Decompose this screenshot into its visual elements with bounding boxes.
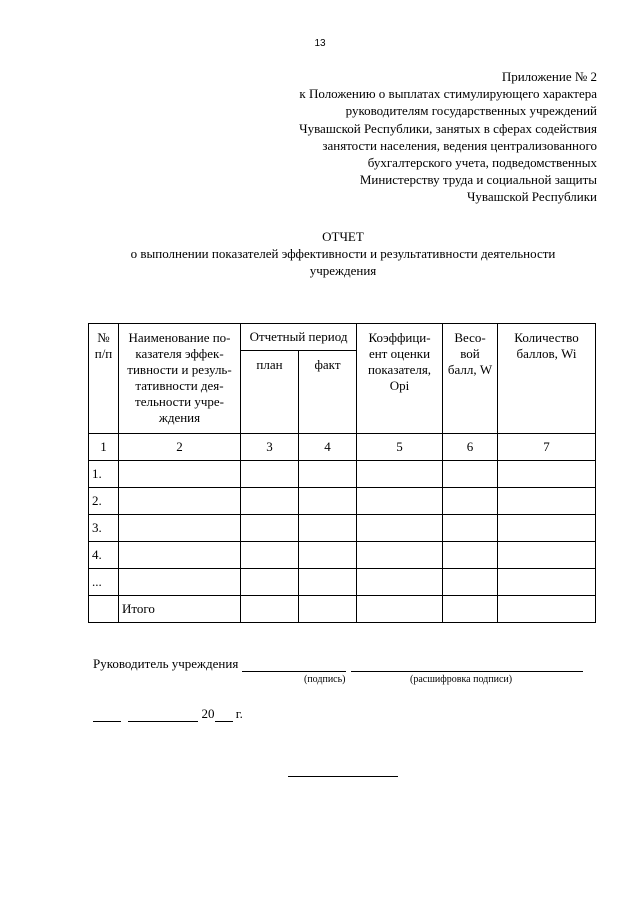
table-cell[interactable] (299, 542, 357, 569)
appendix-line: Министерству труда и социальной защиты (359, 172, 597, 188)
header-weight: Весо- вой балл, W (443, 324, 498, 434)
footer-rule (288, 776, 398, 777)
table-row (89, 542, 596, 569)
column-number: 6 (443, 434, 498, 461)
table-row (89, 515, 596, 542)
table-cell[interactable] (241, 515, 299, 542)
date-year-field[interactable] (215, 709, 233, 722)
table-cell[interactable] (498, 596, 596, 623)
header-plan: план (241, 351, 299, 434)
header-score: Количество баллов, Wi (498, 324, 596, 434)
column-number: 3 (241, 434, 299, 461)
table-cell[interactable] (241, 569, 299, 596)
table-cell[interactable] (299, 596, 357, 623)
table-cell[interactable] (119, 542, 241, 569)
table-cell[interactable] (498, 542, 596, 569)
date-month-field[interactable] (128, 709, 198, 722)
table-cell[interactable] (498, 515, 596, 542)
signature-field[interactable] (242, 659, 346, 672)
date-line (93, 706, 243, 722)
table-cell[interactable] (498, 569, 596, 596)
header-reporting-period: Отчетный период (241, 324, 357, 351)
table-cell[interactable] (241, 461, 299, 488)
report-subtitle: о выполнении показателей эффективности и результативности деятельности (130, 246, 556, 261)
signature-decoding-caption: (расшифровка подписи) (410, 674, 513, 685)
column-number: 1 (89, 434, 119, 461)
table-cell[interactable] (119, 488, 241, 515)
appendix-block (237, 68, 597, 206)
column-number: 5 (357, 434, 443, 461)
table-cell[interactable] (498, 461, 596, 488)
row-number: 2. (89, 488, 119, 515)
table-cell[interactable] (119, 461, 241, 488)
table-cell[interactable] (443, 569, 498, 596)
column-number: 7 (498, 434, 596, 461)
report-subtitle-cont: учреждения (309, 263, 377, 278)
report-table (88, 323, 596, 623)
column-number: 4 (299, 434, 357, 461)
appendix-line: Чувашской Республики, занятых в сферах содействия (299, 120, 597, 136)
table-cell[interactable] (357, 596, 443, 623)
row-number: 4. (89, 542, 119, 569)
appendix-line: Приложение № 2 (501, 69, 597, 84)
table-cell[interactable] (443, 596, 498, 623)
header-indicator-name: Наименование по- казателя эффек- тивности и резуль- тативности дея- тельности учре- ждения (119, 324, 241, 434)
report-title-block (70, 228, 616, 279)
table-cell[interactable] (299, 515, 357, 542)
total-row (89, 596, 596, 623)
table-cell[interactable] (357, 515, 443, 542)
appendix-line: бухгалтерского учета, подведомственных (367, 155, 597, 171)
date-year-prefix: 20 (201, 706, 215, 721)
column-number-row (89, 434, 596, 461)
table-cell (89, 596, 119, 623)
header-fact: факт (299, 351, 357, 434)
date-year-suffix: г. (235, 706, 243, 721)
signature-caption: (подпись) (304, 674, 346, 685)
header-coefficient: Коэффици- ент оценки показателя, Opi (357, 324, 443, 434)
appendix-line: к Положению о выплатах стимулирующего характера (299, 86, 597, 102)
table-cell[interactable] (357, 542, 443, 569)
table-cell[interactable] (443, 542, 498, 569)
column-number: 2 (119, 434, 241, 461)
row-number: 3. (89, 515, 119, 542)
appendix-line: Чувашской Республики (466, 189, 597, 205)
table-cell[interactable] (299, 461, 357, 488)
report-title: ОТЧЕТ (322, 229, 364, 244)
table-cell[interactable] (299, 488, 357, 515)
page-number: 13 (314, 38, 326, 49)
table-row (89, 488, 596, 515)
row-number: 1. (89, 461, 119, 488)
date-day-field[interactable] (93, 709, 121, 722)
signature-line (93, 656, 583, 672)
header-num: № п/п (89, 324, 119, 434)
table-cell[interactable] (443, 461, 498, 488)
row-number: ... (89, 569, 119, 596)
table-cell[interactable] (241, 542, 299, 569)
table-cell[interactable] (241, 488, 299, 515)
total-label: Итого (119, 596, 241, 623)
signature-label: Руководитель учреждения (93, 656, 239, 671)
signature-decoding-field[interactable] (351, 659, 583, 672)
table-cell[interactable] (299, 569, 357, 596)
table-cell[interactable] (443, 515, 498, 542)
table-cell[interactable] (357, 461, 443, 488)
table-cell[interactable] (443, 488, 498, 515)
table-cell[interactable] (119, 515, 241, 542)
table-cell[interactable] (119, 569, 241, 596)
appendix-line: руководителям государственных учреждений (345, 103, 597, 119)
table-cell[interactable] (357, 488, 443, 515)
table-cell[interactable] (498, 488, 596, 515)
table-row (89, 461, 596, 488)
table-cell[interactable] (241, 596, 299, 623)
table-row (89, 569, 596, 596)
appendix-line: занятости населения, ведения централизованного (322, 137, 597, 153)
table-cell[interactable] (357, 569, 443, 596)
